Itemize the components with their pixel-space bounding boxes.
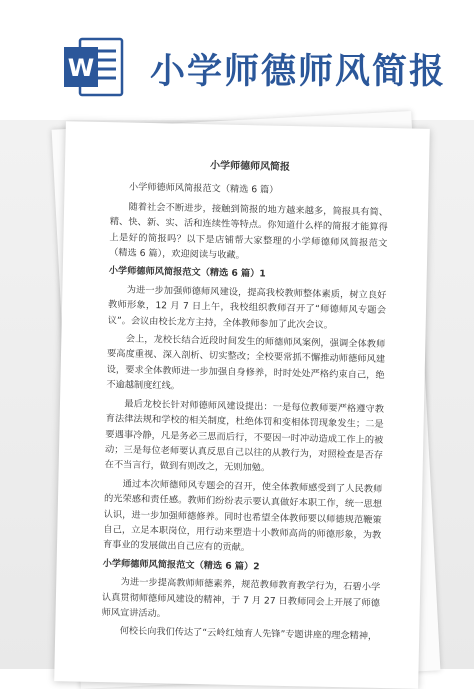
paragraph: 为进一步提高教师师德素养，规范教师教育教学行为，石碧小学认真贯彻师德师风建设的精神，于 7 月 27 日教师同会上开展了师德师风宣讲活动。 [101, 576, 381, 620]
paragraph: 为进一步加强师德师风建设，提高我校教师整体素质，树立良好教师形象，12 月 7 日上午，我校组织教师召开了“师德师风专题会议”。会议由校长龙方主持，全体教师参加了此次会议。 [107, 284, 387, 331]
paragraph: 通过本次师德师风专题会的召开，使全体教师感受到了人民教师的光荣感和责任感。教师们纷纷表示要认真做好本职工作，统一思想认识，进一步加强师德修养。同时也希望全体教师要以师德规范鞭策自己，立足本职岗位，用行动来塑造十小教师高尚的师德形象，为教育事业的发展做出自己应有的贡献。 [102, 478, 383, 554]
banner-title: 小学师德师风简报 [150, 52, 447, 92]
word-icon [62, 33, 124, 101]
document-title: 小学师德师风简报 [209, 160, 291, 173]
paragraph: 最后龙校长针对师德师风建设提出：一是每位教师要严格遵守教育法律法规和学校的相关制度，杜绝体罚和变相体罚现象发生；二是要遇事冷静，凡是务必三思而后行，不要因一时冲动造成工作上的被动；三是每位老师要认真反思自己以往的从教行为，对照检查是否存在不当言行，做到有则改之，无则加勉。 [104, 398, 385, 474]
intro-paragraph: 随着社会不断进步，接触到简报的地方越来越多，简报具有简、精、快、新、实、活和连续性等特点。你知道什么样的简报才能算得上是好的简报吗？以下是店铺帮大家整理的小学师德师风简报范文（精选 6 篇），欢迎阅读与收藏。 [109, 201, 389, 262]
svg-text:W: W [67, 54, 95, 82]
document-subtitle: 小学师德师风简报范文（精选 6 篇） [128, 181, 279, 197]
section-heading-1: 小学师德师风简报范文（精选 6 篇）1 [108, 265, 266, 280]
paragraph: 会上，龙校长结合近段时间发生的师德师风案例，强调全体教师要高度重视、深入剖析、切实整改；全校要常抓不懈推动师德师风建设，要求全体教师进一步加强自身修养，时时处处严格约束自己，绝不逾越制度红线。 [106, 333, 386, 392]
section-heading-2: 小学师德师风简报范文（精选 6 篇）2 [102, 557, 260, 573]
paragraph: 何校长向我们传达了“云岭红烛育人先锋”专题讲座的理念精神， [119, 625, 378, 643]
document-page [54, 121, 430, 689]
